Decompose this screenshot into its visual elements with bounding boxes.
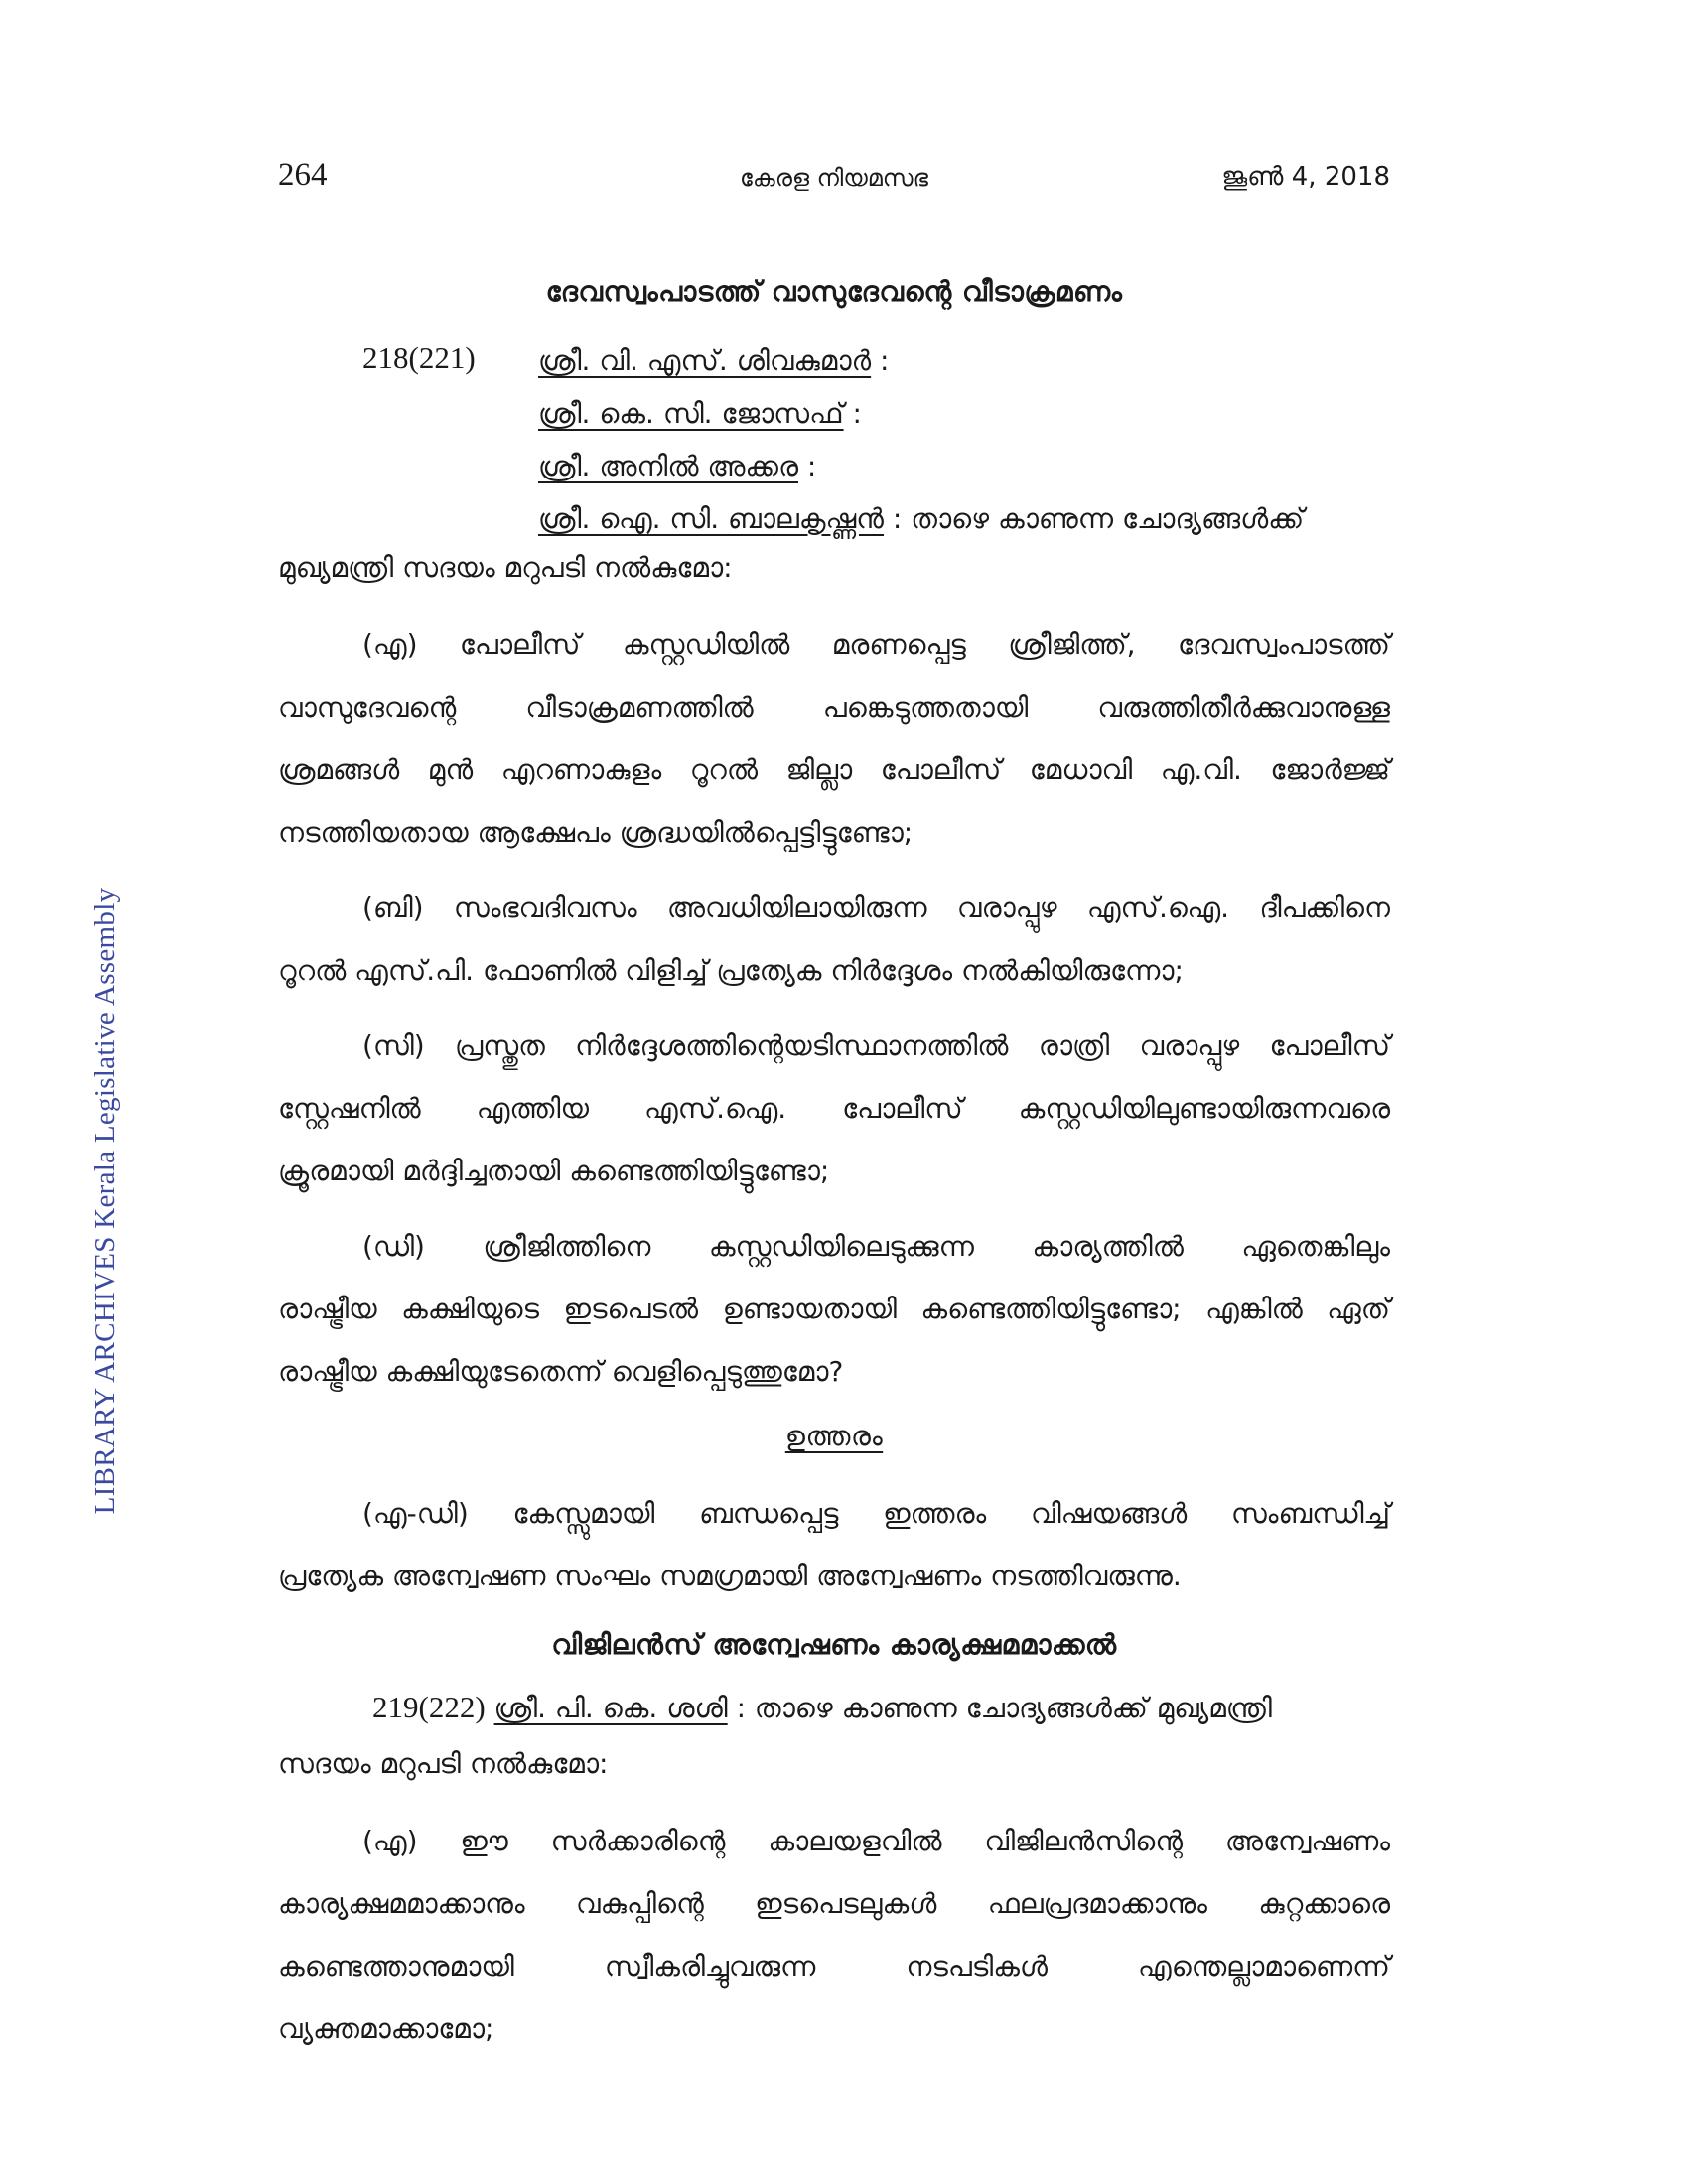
q218-answer-line-2: പ്രത്യേക അന്വേഷണ സംഘം സമഗ്രമായി അന്വേഷണം നടത്തിവരുന്നു.	[278, 1560, 1182, 1592]
q218-heading: ദേവസ്വംപാടത്ത് വാസുദേവന്റെ വീടാക്രമണം	[545, 275, 1123, 308]
q218-member-3: ശ്രീ. അനിൽ അക്കര :	[538, 450, 817, 482]
q218-a-line-4: നടത്തിയതായ ആക്ഷേപം ശ്രദ്ധയിൽപ്പെട്ടിട്ടുണ്ടോ;	[278, 816, 914, 849]
q219-a-line-2: കാര്യക്ഷമമാക്കാനും വകുപ്പിന്റെ ഇടപെടലുകൾ ഫലപ്രദമാക്കാനും കുറ്റക്കാരെ	[278, 1887, 1390, 1920]
q219-intro-line2: സദയം മറുപടി നൽകുമോ:	[278, 1747, 609, 1780]
q218-d-line-1: (ഡി) ശ്രീജിത്തിനെ കസ്റ്റഡിയിലെടുക്കുന്ന കാര്യത്തിൽ ഏതെങ്കിലും	[362, 1230, 1390, 1263]
q218-a-line-2: വാസുദേവന്റെ വീടാക്രമണത്തിൽ പങ്കെടുത്തതായി വരുത്തിതീർക്കുവാനുള്ള	[278, 691, 1390, 724]
q218-d-line-2: രാഷ്ട്രീയ കക്ഷിയുടെ ഇടപെടൽ ഉണ്ടായതായി കണ്ടെത്തിയിട്ടുണ്ടോ; എങ്കിൽ ഏത്	[278, 1293, 1390, 1325]
q219-a-line-3: കണ്ടെത്താനുമായി സ്വീകരിച്ചുവരുന്ന നടപടികൾ എന്തെല്ലാമാണെന്ന്	[278, 1950, 1390, 1982]
member-name: ശ്രീ. കെ. സി. ജോസഫ്	[538, 397, 844, 430]
page-number: 264	[278, 157, 328, 193]
q219-intro-line1	[372, 1688, 1390, 1728]
answer-heading-text: ഉത്തരം	[784, 1420, 884, 1452]
member-name: ശ്രീ. അനിൽ അക്കര	[538, 450, 798, 482]
header-title: കേരള നിയമസഭ	[739, 164, 929, 192]
q218-number: 218(221)	[362, 341, 476, 375]
q218-answer-heading	[278, 1420, 1390, 1453]
q218-a-line-3: ശ്രമങ്ങൾ മുൻ എറണാകുളം റൂറൽ ജില്ലാ പോലീസ് മേധാവി എ.വി. ജോർജ്ജ്	[278, 753, 1390, 786]
member-name: ശ്രീ. വി. എസ്. ശിവകുമാർ	[538, 344, 872, 377]
side-watermark: LIBRARY ARCHIVES Kerala Legislative Assembly	[89, 887, 121, 1515]
q219-heading: വിജിലൻസ് അന്വേഷണം കാര്യക്ഷമമാക്കൽ	[551, 1628, 1117, 1661]
q218-d-line-3: രാഷ്ട്രീയ കക്ഷിയുടേതെന്ന് വെളിപ്പെടുത്തുമോ?	[278, 1355, 844, 1388]
q219-number: 219(222)	[372, 1690, 486, 1724]
q218-b-line-1: (ബി) സംഭവദിവസം അവധിയിലായിരുന്ന വരാപ്പുഴ എസ്.ഐ. ദീപക്കിനെ	[362, 891, 1390, 924]
q218-c-line-1: (സി) പ്രസ്തുത നിർദ്ദേശത്തിന്റെയടിസ്ഥാനത്തിൽ രാത്രി വരാപ്പുഴ പോലീസ്	[362, 1029, 1390, 1062]
q218-intro-suffix: : താഴെ കാണുന്ന ചോദ്യങ്ങൾക്ക്	[884, 502, 1305, 535]
q219-intro-suffix: : താഴെ കാണുന്ന ചോദ്യങ്ങൾക്ക് മുഖ്യമന്ത്രി	[727, 1692, 1272, 1724]
document-page	[278, 0, 1390, 2184]
q218-c-line-2: സ്റ്റേഷനിൽ എത്തിയ എസ്.ഐ. പോലീസ് കസ്റ്റഡിയിലുണ്ടായിരുന്നവരെ	[278, 1092, 1390, 1125]
q218-a-line-1: (എ) പോലീസ് കസ്റ്റഡിയിൽ മരണപ്പെട്ട ശ്രീജിത്ത്, ദേവസ്വംപാടത്ത്	[362, 628, 1390, 661]
q218-c-line-3: ക്രൂരമായി മർദ്ദിച്ചതായി കണ്ടെത്തിയിട്ടുണ്ടോ;	[278, 1155, 830, 1187]
header-date: ജൂൺ 4, 2018	[1221, 162, 1390, 192]
q218-member-4	[538, 502, 1304, 536]
q218-b-line-2: റൂറൽ എസ്.പി. ഫോണിൽ വിളിച്ച് പ്രത്യേക നിർദ്ദേശം നൽകിയിരുന്നോ;	[278, 954, 1184, 987]
q219-a-line-1: (എ) ഈ സർക്കാരിന്റെ കാലയളവിൽ വിജിലൻസിന്റെ അന്വേഷണം	[362, 1825, 1390, 1857]
q219-a-line-4: വ്യക്തമാക്കാമോ;	[278, 2012, 494, 2045]
q218-member-1: ശ്രീ. വി. എസ്. ശിവകുമാർ :	[538, 344, 890, 377]
q218-answer-line-1: (എ-ഡി) കേസ്സുമായി ബന്ധപ്പെട്ട ഇത്തരം വിഷയങ്ങൾ സംബന്ധിച്ച്	[362, 1497, 1390, 1530]
q218-member-2: ശ്രീ. കെ. സി. ജോസഫ് :	[538, 397, 862, 430]
member-name: ശ്രീ. ഐ. സി. ബാലകൃഷ്ണൻ	[538, 502, 885, 535]
q218-intro-line2: മുഖ്യമന്ത്രി സദയം മറുപടി നൽകുമോ:	[278, 551, 733, 584]
q219-member: ശ്രീ. പി. കെ. ശശി	[493, 1692, 728, 1724]
